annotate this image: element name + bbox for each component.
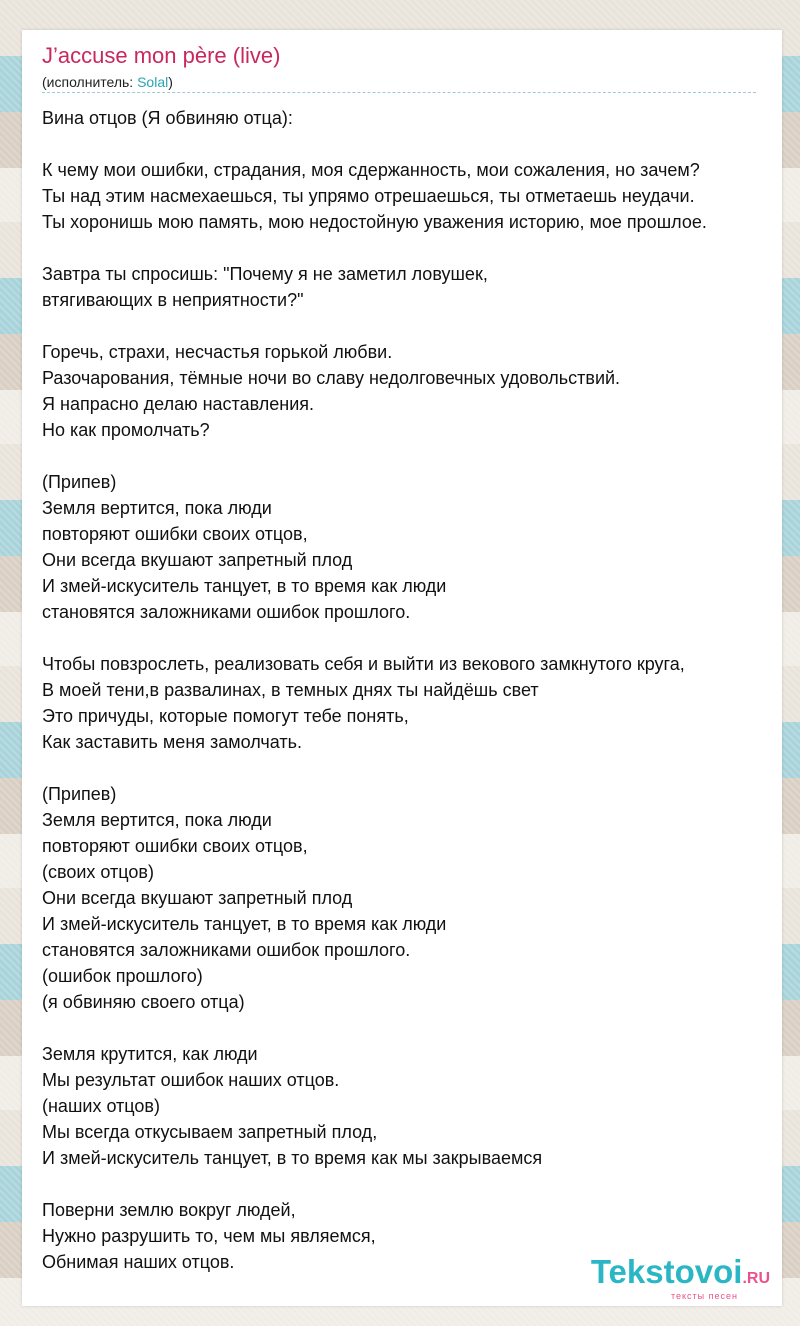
logo-tld: .RU <box>742 1270 770 1287</box>
lyrics-line: Они всегда вкушают запретный плод <box>42 550 353 570</box>
lyrics-line: И змей-искуситель танцует, в то время как люди <box>42 914 447 934</box>
lyrics-line: Это причуды, которые помогут тебе понять, <box>42 706 409 726</box>
lyrics-line: Земля вертится, пока люди <box>42 498 272 518</box>
logo-subtitle: тексты песен <box>670 1291 738 1301</box>
lyrics-line: Чтобы повзрослеть, реализовать себя и выйти из векового замкнутого круга, <box>42 654 685 674</box>
lyrics-blank-line <box>42 131 782 157</box>
lyrics-line: повторяют ошибки своих отцов, <box>42 524 308 544</box>
artist-line <box>42 74 173 90</box>
logo-main-text: Tekstovoi <box>590 1253 743 1290</box>
lyrics-line: Но как промолчать? <box>42 420 210 440</box>
site-logo[interactable] <box>591 1255 770 1301</box>
lyrics-line: Земля крутится, как люди <box>42 1044 258 1064</box>
lyrics-line: Мы результат ошибок наших отцов. <box>42 1070 340 1090</box>
artist-link[interactable]: Solal <box>137 74 169 90</box>
lyrics-text <box>42 105 782 1275</box>
lyrics-line: (Припев) <box>42 472 117 492</box>
lyrics-line: становятся заложниками ошибок прошлого. <box>42 940 411 960</box>
lyrics-line: Они всегда вкушают запретный плод <box>42 888 353 908</box>
lyrics-line: втягивающих в неприятности?" <box>42 290 304 310</box>
lyrics-blank-line <box>42 1015 782 1041</box>
lyrics-blank-line <box>42 625 782 651</box>
lyrics-line: (я обвиняю своего отца) <box>42 992 245 1012</box>
lyrics-blank-line <box>42 1171 782 1197</box>
lyrics-blank-line <box>42 755 782 781</box>
lyrics-line: (ошибок прошлого) <box>42 966 203 986</box>
lyrics-line: (своих отцов) <box>42 862 154 882</box>
lyrics-line: (наших отцов) <box>42 1096 160 1116</box>
lyrics-line: Ты над этим насмехаешься, ты упрямо отрешаешься, ты отметаешь неудачи. <box>42 186 695 206</box>
lyrics-line: Земля вертится, пока люди <box>42 810 272 830</box>
lyrics-line: Мы всегда откусываем запретный плод, <box>42 1122 378 1142</box>
lyrics-line: В моей тени,в развалинах, в темных днях ты найдёшь свет <box>42 680 539 700</box>
title-divider <box>42 92 756 93</box>
artist-suffix: ) <box>168 74 173 90</box>
lyrics-line: Обнимая наших отцов. <box>42 1252 235 1272</box>
lyrics-line: И змей-искуситель танцует, в то время как мы закрываемся <box>42 1148 543 1168</box>
lyrics-blank-line <box>42 235 782 261</box>
lyrics-line: Вина отцов (Я обвиняю отца): <box>42 108 293 128</box>
logo-wordmark <box>591 1255 770 1296</box>
song-title: J’accuse mon père (live) <box>42 43 281 68</box>
lyrics-blank-line <box>42 313 782 339</box>
lyrics-line: повторяют ошибки своих отцов, <box>42 836 308 856</box>
lyrics-line: Завтра ты спросишь: "Почему я не заметил ловушек, <box>42 264 488 284</box>
lyrics-page <box>22 30 782 1306</box>
lyrics-line: Как заставить меня замолчать. <box>42 732 302 752</box>
lyrics-line: Горечь, страхи, несчастья горькой любви. <box>42 342 393 362</box>
lyrics-line: становятся заложниками ошибок прошлого. <box>42 602 411 622</box>
lyrics-line: Ты хоронишь мою память, мою недостойную уважения историю, мое прошлое. <box>42 212 707 232</box>
lyrics-line: Я напрасно делаю наставления. <box>42 394 315 414</box>
lyrics-blank-line <box>42 443 782 469</box>
lyrics-line: Поверни землю вокруг людей, <box>42 1200 296 1220</box>
lyrics-line: (Припев) <box>42 784 117 804</box>
artist-prefix: (исполнитель: <box>42 74 138 90</box>
lyrics-line: Нужно разрушить то, чем мы являемся, <box>42 1226 376 1246</box>
lyrics-line: К чему мои ошибки, страдания, моя сдержанность, мои сожаления, но зачем? <box>42 160 700 180</box>
lyrics-line: И змей-искуситель танцует, в то время как люди <box>42 576 447 596</box>
lyrics-line: Разочарования, тёмные ночи во славу недолговечных удовольствий. <box>42 368 621 388</box>
